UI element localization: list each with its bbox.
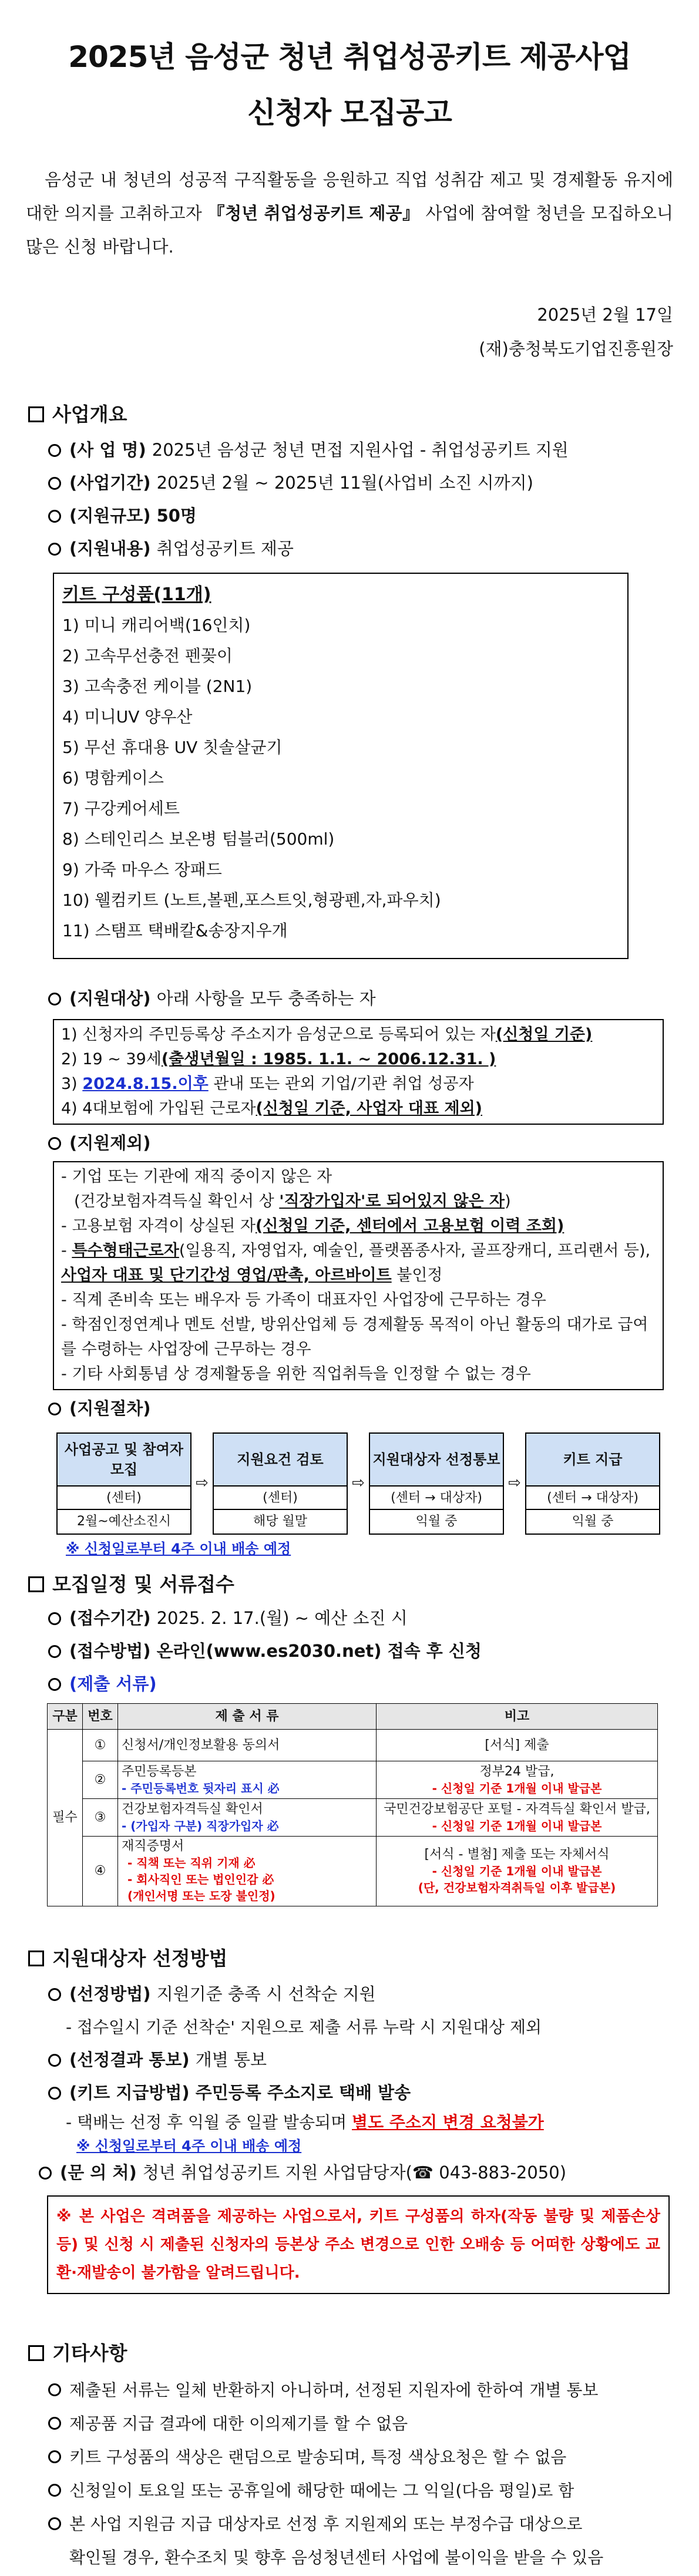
misc-item: 키트 구성품의 색상은 랜덤으로 발송되며, 특정 색상요청은 할 수 없음 bbox=[48, 2440, 699, 2474]
td-doc: 신청서/개인정보활용 동의서 bbox=[118, 1730, 377, 1761]
exclusion-item: - 특수형태근로자(일용직, 자영업자, 예술인, 플랫폼종사자, 골프장캐디, 프리랜서 등), 사업자 대표 및 단기간성 영업/판촉, 아르바이트 불인정 bbox=[61, 1241, 651, 1284]
flow-step: 지원대상자 선정통보 (센터 → 대상자) 익월 중 bbox=[369, 1432, 504, 1535]
square-bullet-icon bbox=[28, 1951, 44, 1966]
kit-item: 4) 미니UV 양우산 bbox=[62, 707, 193, 727]
exclusion-item: - 고용보험 자격이 상실된 자(신청일 기준, 센터에서 고용보험 이력 조회) bbox=[61, 1216, 564, 1235]
kit-delivery: (키트 지급방법) 주민등록 주소지로 택배 발송 bbox=[48, 2077, 699, 2110]
flow-note: ※ 신청일로부터 4주 이내 배송 예정 bbox=[66, 1540, 291, 1557]
exclusion-item: - 학점인정연계나 멘토 선발, 방위산업체 등 경제활동 목적이 아닌 활동의 대가로 급여를 수령하는 사업장에 근무하는 경우 bbox=[61, 1315, 648, 1358]
circle-bullet-icon bbox=[48, 2417, 61, 2430]
circle-bullet-icon bbox=[48, 1645, 61, 1658]
td-group: 필수 bbox=[48, 1730, 83, 1906]
page-subtitle: 신청자 모집공고 bbox=[247, 96, 452, 130]
contact: (문 의 처) 청년 취업성공키트 지원 사업담당자(☎ 043-883-2050) bbox=[39, 2157, 699, 2190]
td-no: ② bbox=[83, 1761, 118, 1799]
td-no: ④ bbox=[83, 1837, 118, 1906]
circle-bullet-icon bbox=[48, 543, 61, 556]
circle-bullet-icon bbox=[48, 2087, 61, 2100]
target-condition: 2) 19 ~ 39세(출생년월일 : 1985. 1.1. ~ 2006.12.31. ) bbox=[61, 1050, 496, 1068]
overview-content: (지원내용) 취업성공키트 제공 bbox=[48, 533, 699, 566]
selection-result: (선정결과 통보) 개별 통보 bbox=[48, 2044, 699, 2077]
td-note: 국민건강보험공단 포털 - 자격득실 확인서 발급, - 신청일 기준 1개월 이내 발급본 bbox=[377, 1799, 658, 1837]
circle-bullet-icon bbox=[48, 993, 61, 1005]
td-note: [서식] 제출 bbox=[377, 1730, 658, 1761]
kit-item: 5) 무선 휴대용 UV 칫솔살균기 bbox=[62, 737, 283, 757]
kit-item: 10) 웰컴키트 (노트,볼펜,포스트잇,형광펜,자,파우치) bbox=[62, 890, 441, 910]
kit-item: 2) 고속무선충전 펜꽂이 bbox=[62, 645, 233, 665]
arrow-right-icon: ⇨ bbox=[508, 1474, 521, 1492]
delivery-note: ※ 신청일로부터 4주 이내 배송 예정 bbox=[76, 2137, 302, 2154]
kit-item: 9) 가죽 마우스 장패드 bbox=[62, 859, 222, 879]
table-row bbox=[48, 1761, 658, 1799]
table-row bbox=[48, 1837, 658, 1906]
exclusion-box bbox=[53, 1161, 664, 1390]
circle-bullet-icon bbox=[48, 2517, 61, 2530]
section-selection-heading: 지원대상자 선정방법 bbox=[28, 1944, 699, 1973]
td-doc: 건강보험자격득실 확인서 - (가입자 구분) 직장가입자 必 bbox=[118, 1799, 377, 1837]
overview-period: (사업기간) 2025년 2월 ~ 2025년 11월(사업비 소진 시까지) bbox=[48, 467, 699, 500]
circle-bullet-icon bbox=[48, 2054, 61, 2067]
selection-method-detail: - 접수일시 기준 선착순' 지원으로 제출 서류 누락 시 지원대상 제외 bbox=[66, 2017, 542, 2037]
arrow-right-icon: ⇨ bbox=[196, 1474, 209, 1492]
overview-scale: (지원규모) 50명 bbox=[48, 500, 699, 533]
procedure-flow bbox=[56, 1432, 699, 1535]
table-row bbox=[48, 1799, 658, 1837]
kit-item: 3) 고속충전 케이블 (2N1) bbox=[62, 676, 253, 696]
schedule-period: (접수기간) 2025. 2. 17.(월) ~ 예산 소진 시 bbox=[48, 1602, 699, 1635]
th-doc: 제 출 서 류 bbox=[118, 1704, 377, 1730]
section-overview-heading: 사업개요 bbox=[28, 400, 699, 429]
circle-bullet-icon bbox=[48, 1403, 61, 1415]
th-note: 비고 bbox=[377, 1704, 658, 1730]
circle-bullet-icon bbox=[48, 444, 61, 457]
kit-item: 7) 구강케어세트 bbox=[62, 798, 180, 818]
td-no: ① bbox=[83, 1730, 118, 1761]
flow-step: 사업공고 및 참여자 모집 (센터) 2월~예산소진시 bbox=[56, 1432, 191, 1535]
kit-delivery-detail: - 택배는 선정 후 익월 중 일괄 발송되며 별도 주소지 변경 요청불가 bbox=[66, 2112, 544, 2132]
flow-step: 키트 지급 (센터 → 대상자) 익월 중 bbox=[525, 1432, 660, 1535]
circle-bullet-icon bbox=[48, 477, 61, 490]
misc-item-continued: 확인될 경우, 환수조치 및 향후 음성청년센터 사업에 불이익을 받을 수 있음 bbox=[69, 2548, 604, 2567]
page-title: 2025년 음성군 청년 취업성공키트 제공사업 bbox=[68, 40, 631, 74]
overview-target: (지원대상) 아래 사항을 모두 충족하는 자 bbox=[48, 983, 699, 1015]
td-no: ③ bbox=[83, 1799, 118, 1837]
square-bullet-icon bbox=[28, 406, 44, 422]
kit-box bbox=[53, 573, 629, 959]
target-box bbox=[53, 1019, 664, 1125]
section-misc-heading: 기타사항 bbox=[28, 2339, 699, 2368]
misc-item: 본 사업 지원금 지급 대상자로 선정 후 지원제외 또는 부정수급 대상으로 bbox=[48, 2507, 699, 2541]
exclusion-item: - 기타 사회통념 상 경제활동을 위한 직업취득을 인정할 수 없는 경우 bbox=[61, 1364, 531, 1383]
circle-bullet-icon bbox=[48, 1988, 61, 2001]
date-block bbox=[0, 298, 673, 366]
square-bullet-icon bbox=[28, 1576, 44, 1592]
table-row bbox=[48, 1730, 658, 1761]
issuer: (재)충청북도기업진흥원장 bbox=[479, 339, 673, 359]
exclusion-item: - 직계 존비속 또는 배우자 등 가족이 대표자인 사업장에 근무하는 경우 bbox=[61, 1290, 546, 1309]
target-condition: 4) 4대보험에 가입된 근로자(신청일 기준, 사업자 대표 제외) bbox=[61, 1099, 482, 1118]
overview-exclusion: (지원제외) bbox=[48, 1127, 699, 1160]
overview-procedure: (지원절차) bbox=[48, 1393, 699, 1425]
warning-box: ※ 본 사업은 격려품을 제공하는 사업으로서, 키트 구성품의 하자(작동 불량 및 제품손상 등) 및 신청 시 제출된 신청자의 등본상 주소 변경으로 인한 오배송 등 어떠한 상황에도 교환·재발송이 불가함을 알려드립니다. bbox=[47, 2195, 670, 2294]
selection-method: (선정방법) 지원기준 충족 시 선착순 지원 bbox=[48, 1978, 699, 2011]
td-note: 정부24 발급, - 신청일 기준 1개월 이내 발급본 bbox=[377, 1761, 658, 1799]
target-condition: 3) 2024.8.15.이후 관내 또는 관외 기업/기관 취업 성공자 bbox=[61, 1074, 474, 1093]
schedule-docs: (제출 서류) bbox=[48, 1668, 699, 1701]
exclusion-item: (건강보험자격득실 확인서 상 '직장가입자'로 되어있지 않은 자) bbox=[74, 1192, 511, 1210]
kit-item: 6) 명함케이스 bbox=[62, 768, 164, 788]
circle-bullet-icon bbox=[48, 1678, 61, 1691]
circle-bullet-icon bbox=[48, 2484, 61, 2497]
target-condition: 1) 신청자의 주민등록상 주소지가 음성군으로 등록되어 있는 자(신청일 기준) bbox=[61, 1025, 593, 1044]
kit-item: 11) 스탬프 택배칼&송장지우개 bbox=[62, 920, 288, 940]
th-no: 번호 bbox=[83, 1704, 118, 1730]
square-bullet-icon bbox=[28, 2345, 44, 2361]
arrow-right-icon: ⇨ bbox=[352, 1474, 365, 1492]
schedule-method: (접수방법) 온라인(www.es2030.net) 접속 후 신청 bbox=[48, 1635, 699, 1668]
circle-bullet-icon bbox=[48, 1137, 61, 1150]
kit-item: 8) 스테인리스 보온병 텀블러(500ml) bbox=[62, 829, 335, 849]
intro-paragraph: 음성군 내 청년의 성공적 구직활동을 응원하고 직업 성취감 제고 및 경제활동 유지에 대한 의지를 고취하고자 『청년 취업성공키트 제공』 사업에 참여할 청년을 모집하오니 많은 신청 바랍니다. bbox=[26, 170, 674, 257]
flow-step: 지원요건 검토 (센터) 해당 월말 bbox=[213, 1432, 348, 1535]
documents-table bbox=[47, 1703, 658, 1906]
td-note: [서식 - 별첨] 제출 또는 자체서식 - 신청일 기준 1개월 이내 발급본 (단, 건강보험자격취득일 이후 발급본) bbox=[377, 1837, 658, 1906]
section-schedule-heading: 모집일정 및 서류접수 bbox=[28, 1570, 699, 1599]
th-group: 구분 bbox=[48, 1704, 83, 1730]
notice-date: 2025년 2월 17일 bbox=[537, 305, 673, 325]
misc-item: 신청일이 토요일 또는 공휴일에 해당한 때에는 그 익일(다음 평일)로 함 bbox=[48, 2474, 699, 2507]
misc-item: 제출된 서류는 일체 반환하지 아니하며, 선정된 지원자에 한하여 개별 통보 bbox=[48, 2373, 699, 2407]
kit-title: 키트 구성품(11개) bbox=[62, 584, 211, 605]
td-doc: 재직증명서 - 직책 또는 직위 기재 必 - 회사직인 또는 법인인감 必 (개인서명 또는 도장 불인정) bbox=[118, 1837, 377, 1906]
kit-item: 1) 미니 캐리어백(16인치) bbox=[62, 615, 251, 635]
exclusion-item: - 기업 또는 기관에 재직 중이지 않은 자 bbox=[61, 1167, 332, 1186]
circle-bullet-icon bbox=[48, 1612, 61, 1625]
td-doc: 주민등록등본 - 주민등록번호 뒷자리 표시 必 bbox=[118, 1761, 377, 1799]
overview-name: (사 업 명) 2025년 음성군 청년 면접 지원사업 - 취업성공키트 지원 bbox=[48, 434, 699, 467]
circle-bullet-icon bbox=[48, 2383, 61, 2396]
circle-bullet-icon bbox=[48, 510, 61, 523]
circle-bullet-icon bbox=[39, 2167, 52, 2180]
circle-bullet-icon bbox=[48, 2450, 61, 2463]
misc-item: 제공품 지급 결과에 대한 이의제기를 할 수 없음 bbox=[48, 2407, 699, 2440]
notice-page bbox=[0, 29, 699, 2576]
